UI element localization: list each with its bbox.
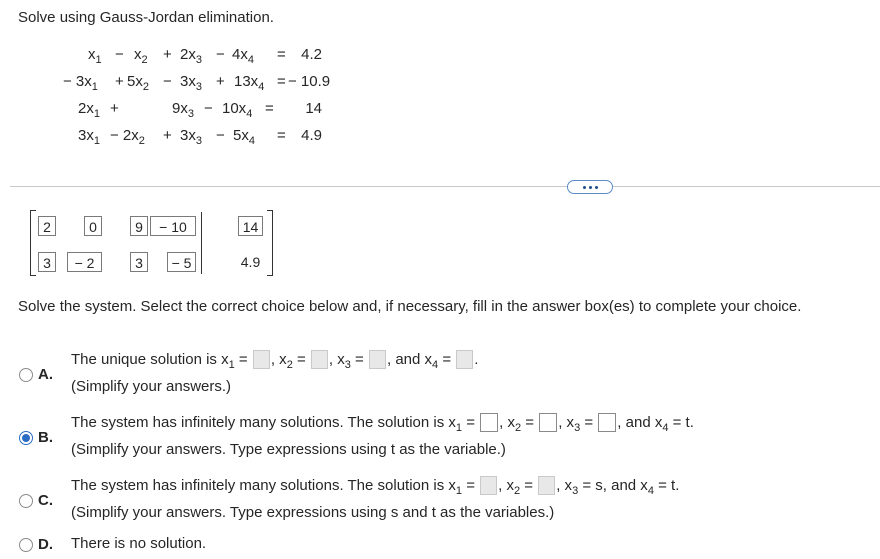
answer-box-x2[interactable] xyxy=(311,350,328,369)
choice-d-letter: D. xyxy=(38,536,53,553)
matrix-cell-r2c2[interactable]: − 2 xyxy=(67,252,102,272)
matrix-cell-r2c1[interactable]: 3 xyxy=(38,252,56,272)
eq1-term1: $x_1$ xyxy=(88,46,102,66)
more-dot-icon xyxy=(589,186,592,189)
eq1-op3: + xyxy=(163,46,172,63)
choice-c-hint: (Simplify your answers. Type expressions using s and t as the variables.) xyxy=(71,504,555,521)
matrix-cell-r1c2[interactable]: 0 xyxy=(84,216,102,236)
eq4-term3: $3x_3$ xyxy=(180,127,202,147)
matrix-cell-r2c3[interactable]: 3 xyxy=(130,252,148,272)
choice-b-hint: (Simplify your answers. Type expressions using t as the variable.) xyxy=(71,441,506,458)
matrix-right-bracket xyxy=(267,210,273,276)
choice-a-letter: A. xyxy=(38,366,53,383)
more-dot-icon xyxy=(583,186,586,189)
eq4-term4: $5x_4$ xyxy=(233,127,255,147)
answer-box-x2[interactable] xyxy=(538,476,555,495)
choice-d-radio[interactable] xyxy=(19,538,33,552)
show-more-button[interactable] xyxy=(567,180,613,194)
eq4-op4: − xyxy=(216,127,225,144)
eq2-term2: $5x_2$ xyxy=(127,73,149,93)
answer-box-x1[interactable] xyxy=(480,476,497,495)
choice-a-radio[interactable] xyxy=(19,368,33,382)
eq4-rhs: 4.9 xyxy=(301,127,322,144)
augment-bar xyxy=(201,212,202,274)
matrix-cell-r1c5[interactable]: 14 xyxy=(238,216,263,236)
matrix-cell-r1c1[interactable]: 2 xyxy=(38,216,56,236)
choice-b-letter: B. xyxy=(38,429,53,446)
eq2-op2: + xyxy=(115,73,124,90)
eq3-rhs: 14 xyxy=(305,100,322,117)
choice-c-statement: The system has infinitely many solutions. The solution is $x_1$ = , $x_2$ = , $x_3 = s$, and $x_4 = t$. xyxy=(71,477,680,497)
eq1-term4: $4x_4$ xyxy=(232,46,254,66)
eq1-equals: = xyxy=(277,46,286,63)
more-dot-icon xyxy=(595,186,598,189)
choice-c-letter: C. xyxy=(38,492,53,509)
eq3-term4: $10x_4$ xyxy=(222,100,253,120)
choice-c-radio[interactable] xyxy=(19,494,33,508)
matrix-cell-r1c3[interactable]: 9 xyxy=(130,216,148,236)
question-prompt: Solve the system. Select the correct choice below and, if necessary, fill in the answer box(es) to complete your choice. xyxy=(18,298,802,315)
eq4-op3: + xyxy=(163,127,172,144)
choice-a-statement: The unique solution is $x_1$ = , $x_2$ = , $x_3$ = , and $x_4$ = . xyxy=(71,351,479,371)
instruction-text: Solve using Gauss-Jordan elimination. xyxy=(18,9,274,26)
choice-a-hint: (Simplify your answers.) xyxy=(71,378,232,395)
eq2-equals: = xyxy=(277,73,286,90)
choice-b-statement: The system has infinitely many solutions. The solution is $x_1$ = , $x_2$ = , $x_3$ = , and $x_4 = t$. xyxy=(71,414,694,434)
choice-b-radio[interactable] xyxy=(19,431,33,445)
eq1-term3: $2x_3$ xyxy=(180,46,202,66)
eq3-op4: − xyxy=(204,100,213,117)
answer-box-x2[interactable] xyxy=(539,413,557,432)
eq1-rhs: 4.2 xyxy=(301,46,322,63)
matrix-left-bracket xyxy=(30,210,36,276)
eq4-term2: − $2x_2$ xyxy=(110,127,145,147)
answer-box-x1[interactable] xyxy=(253,350,270,369)
matrix-cell-r2c4[interactable]: − 5 xyxy=(167,252,196,272)
eq4-equals: = xyxy=(277,127,286,144)
answer-box-x3[interactable] xyxy=(598,413,616,432)
eq2-rhs: − 10.9 xyxy=(288,73,331,90)
answer-box-x3[interactable] xyxy=(369,350,386,369)
choice-d-statement: There is no solution. xyxy=(71,535,207,552)
eq2-op4: + xyxy=(216,73,225,90)
eq2-term4: $13x_4$ xyxy=(234,73,265,93)
eq2-term3: $3x_3$ xyxy=(180,73,202,93)
eq2-term1: − $3x_1$ xyxy=(63,73,98,93)
eq4-term1: $3x_1$ xyxy=(78,127,100,147)
eq1-op2: − xyxy=(115,46,124,63)
matrix-cell-r2c5: 4.9 xyxy=(240,254,261,270)
matrix-cell-r1c4[interactable]: − 10 xyxy=(150,216,196,236)
eq2-op3: − xyxy=(163,73,172,90)
eq3-op2: + xyxy=(110,100,119,117)
eq1-term2: $x_2$ xyxy=(134,46,148,66)
section-divider xyxy=(10,186,880,187)
eq3-equals: = xyxy=(265,100,274,117)
eq3-term3: $9x_3$ xyxy=(172,100,194,120)
eq1-op4: − xyxy=(216,46,225,63)
answer-box-x4[interactable] xyxy=(456,350,473,369)
eq3-term1: $2x_1$ xyxy=(78,100,100,120)
answer-box-x1[interactable] xyxy=(480,413,498,432)
